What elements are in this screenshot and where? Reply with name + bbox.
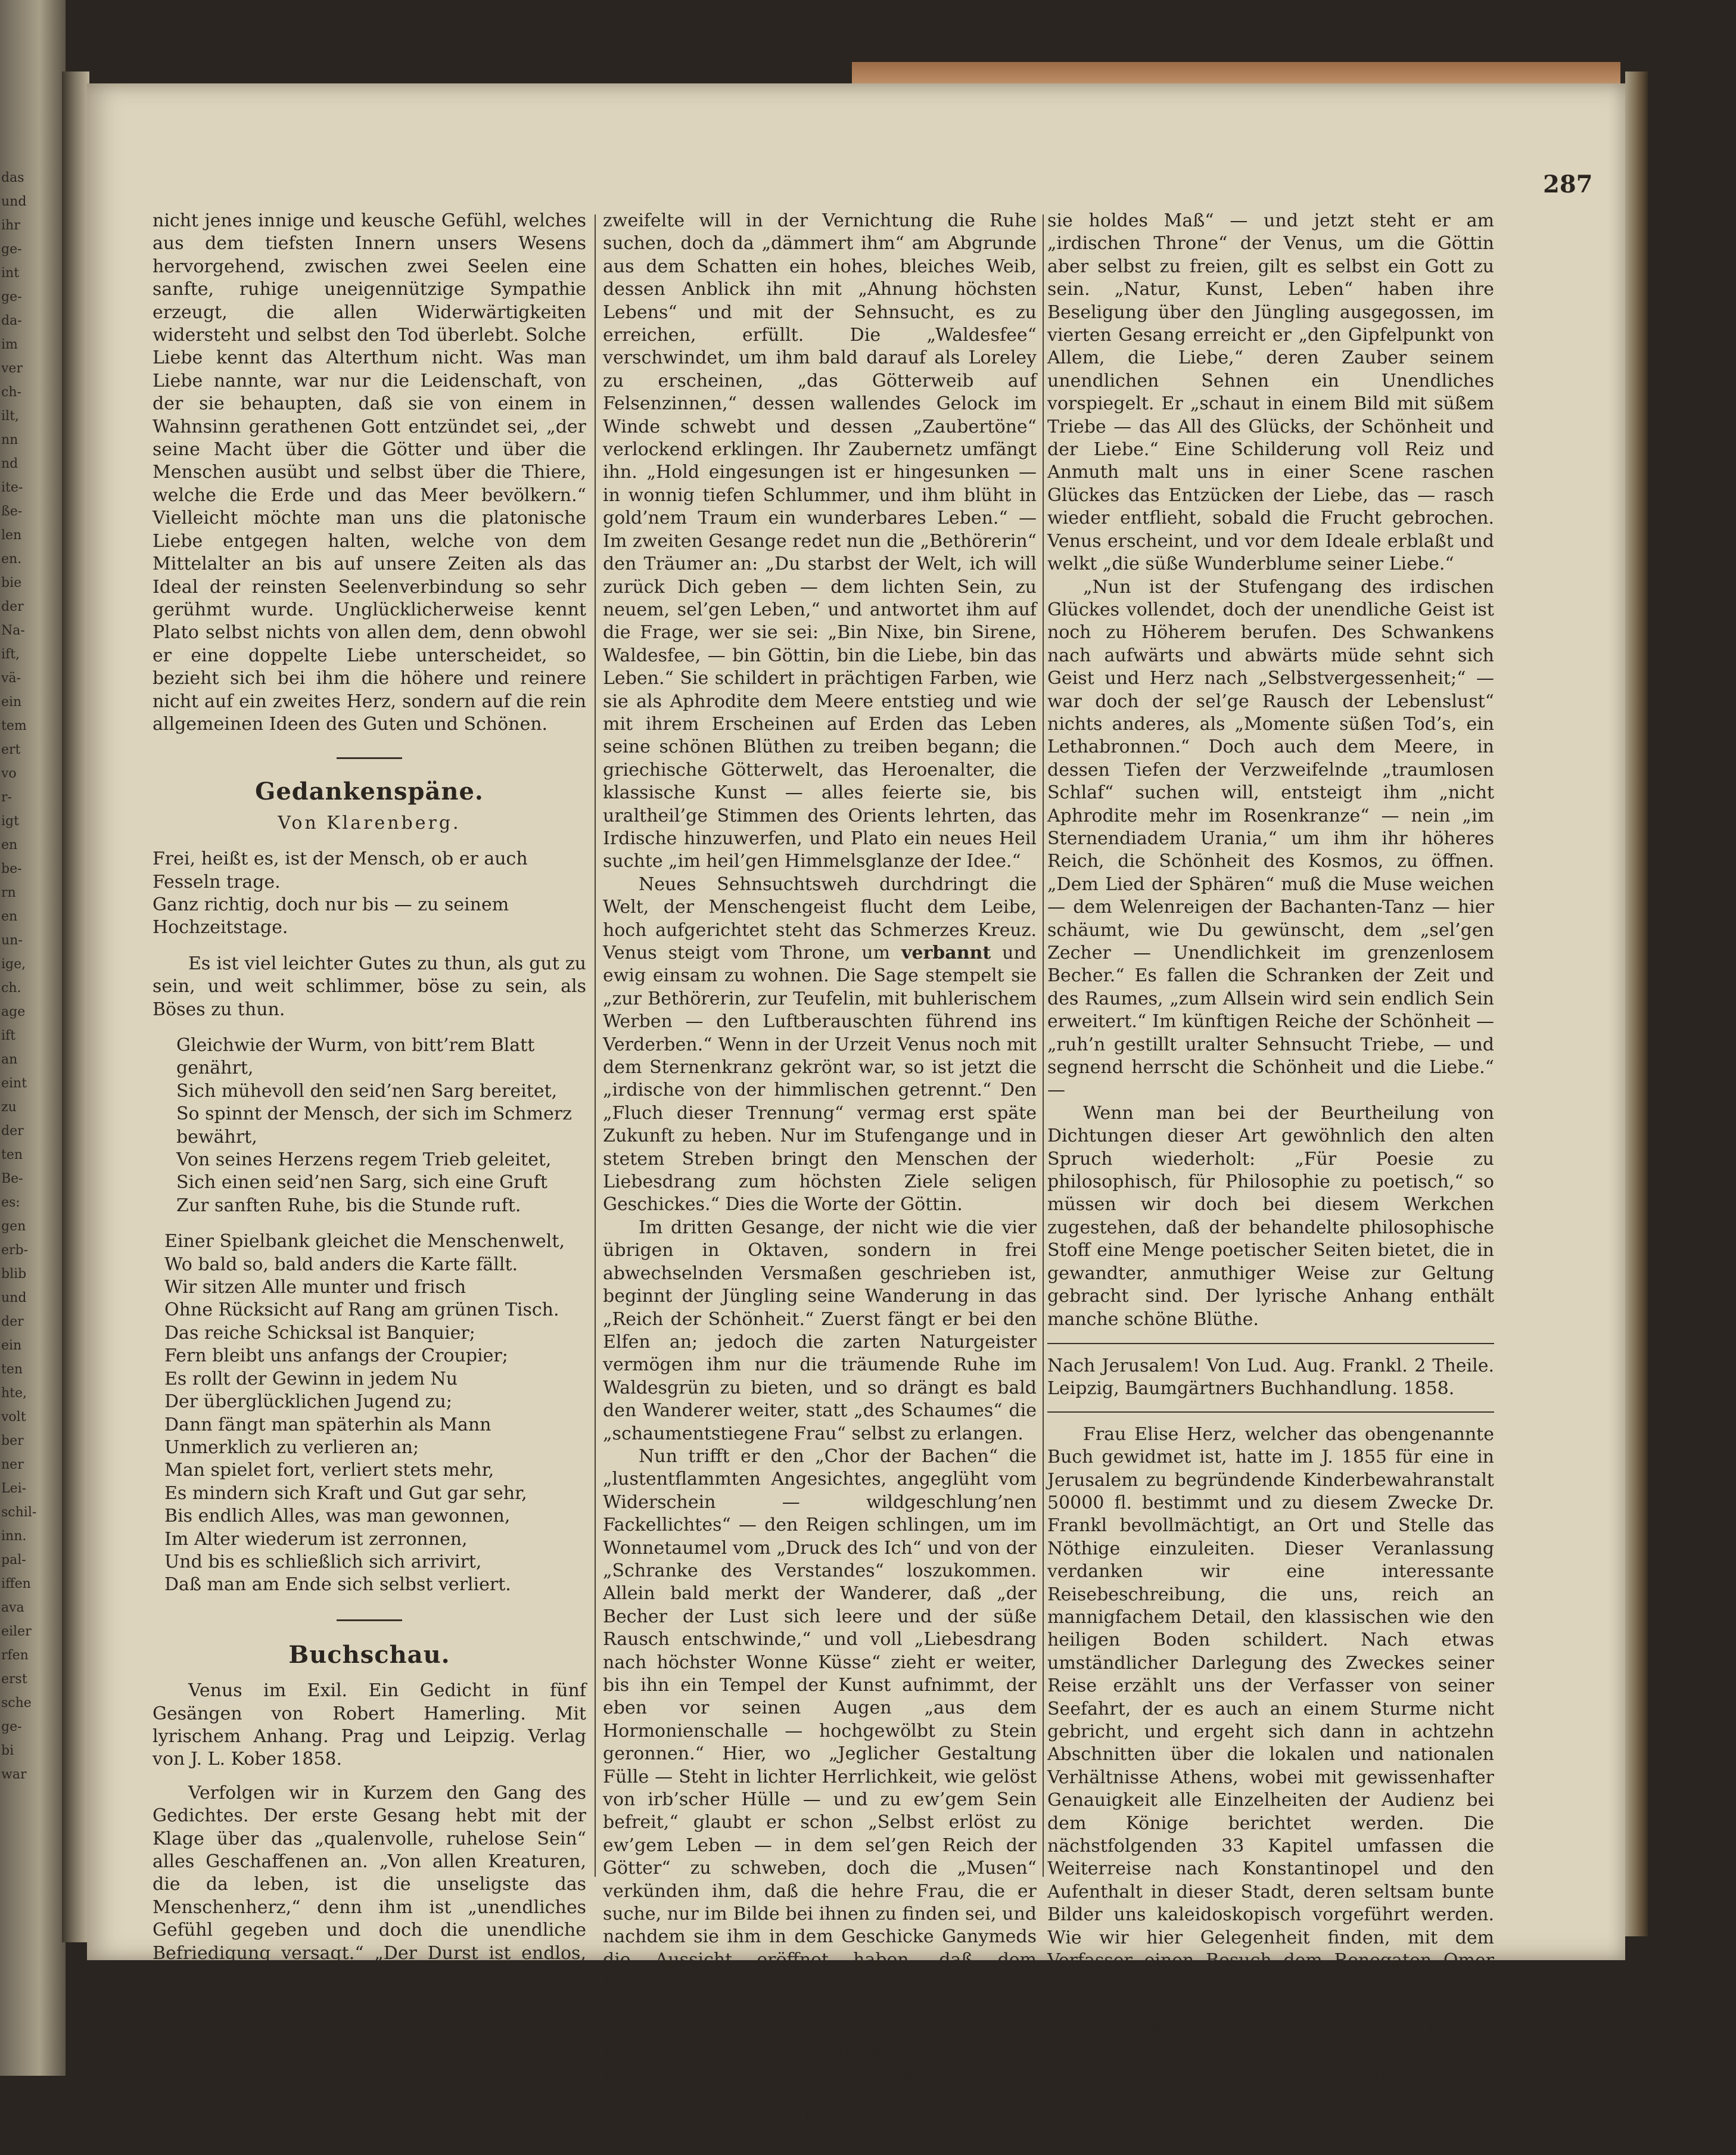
prev-page-fragment: iffen <box>1 1576 31 1591</box>
prev-page-fragment: ift <box>1 1028 16 1043</box>
book-title: Venus im Exil. Ein Gedicht in fünf Gesängen von Robert Hamerling. Mit lyrischem Anhang. Prag und Leipzig. Verlag von J. L. Kober 1858. <box>153 1680 586 1770</box>
poem-stanza-1 <box>153 1034 586 1217</box>
verse-line: Einer Spielbank gleichet die Menschenwelt, <box>164 1231 565 1252</box>
prev-page-fragment: en <box>1 909 18 924</box>
prev-page-fragment: der <box>1 1314 24 1329</box>
verse-line: Wir sitzen Alle munter und frisch <box>164 1277 466 1298</box>
prev-page-fragment: Be- <box>1 1171 23 1186</box>
poem-stanza-2 <box>153 1230 586 1597</box>
prev-page-fragment: ch- <box>1 385 21 400</box>
prev-page-fragment: pal- <box>1 1553 26 1568</box>
prev-page-fragment: tem <box>1 719 27 733</box>
prev-page-fragment: im <box>1 337 18 352</box>
paragraph <box>603 873 1037 1217</box>
prev-page-fragment: en <box>1 838 18 853</box>
verse-line: Es rollt der Gewinn in jedem Nu <box>164 1368 458 1389</box>
prev-page-fragment: zu <box>1 1100 17 1115</box>
section-title-gedankenspaene: Gedankenspäne. <box>255 778 484 806</box>
paragraph: Verfolgen wir in Kurzem den Gang des Gedichtes. Der erste Gesang hebt mit der Klage über das „qualenvolle, ruhelose Sein“ alles Geschaffenen an. „Von allen Kreaturen, die da leben, ist die unseligste das Menschenherz,“ denn ihm ist „unendliches Gefühl gegeben und doch die unendliche Befriedigung versagt.“ „Der Durst ist endlos, endlich ist der Becher.“ Der Ver- <box>153 1782 586 1987</box>
verse-line: Der überglücklichen Jugend zu; <box>164 1391 452 1413</box>
prev-page-fragment: int <box>1 266 20 281</box>
aphorism: Es ist viel leichter Gutes zu thun, als gut zu sein, und weit schlimmer, böse zu sein, als Böses zu thun. <box>153 953 586 1020</box>
page-edge <box>1625 71 1648 1936</box>
prev-page-fragment: ver <box>1 361 23 376</box>
paragraph: Nun trifft er den „Chor der Bachen“ die „lustentflammten Angesichtes, angeglüht vom Widerschein — wildgeschlung’nen Fackellichtes“ — den Reigen schlingen, um im Wonnetaumel vom „Druck des Ich“ und von der „Schranke des Verstandes“ loszukommen. Allein bald merkt der Wanderer, daß „der Becher der Lust sich leere und der süße Rausch entschwinde,“ und voll „Liebesdrang nach höchster Wonne Küsse“ zieht er weiter, bis ihn ein Tempel der Kunst aufnimmt, der eben vor seinen Augen „aus dem Hormonienschalle — hochgewölbt zu Stein geronnen.“ Hier, wo „Jeglicher Gestaltung Fülle — Steht in lichter Herrlichkeit, wie gelöst von irb’scher Hülle — und zu ew’gem Sein befreit,“ glaubt er schon „Selbst erlöst zu ew’gem Leben — in dem sel’gen Reich der Götter“ zu schweben, doch die „Musen“ verkünden ihm, daß die hehre Frau, die er suche, nur im Bilde bei ihnen zu finden sei, und nachdem sie ihm in dem Geschicke Ganymeds die Aussicht eröffnet haben, daß dem Menschen auch „des Himmels gold’ne Pforten offen steh’n,“ naht er sich beschwingten Schrittes einer neuen Stufe, wo ihn Nymphen, Eroten und Amoretten mit süßer Lockung zur Liebes- und Lebenslust ermuntern. Die „Formenmelodie“ des Frauenleibes wird ihm hier im Schauen klar, — „der Creaturen Schranke — hier ward <box>603 1445 1037 2154</box>
prev-page-fragment: inn. <box>1 1529 27 1544</box>
book-binding <box>62 71 89 1942</box>
verse-line: Dann fängt man späterhin als Mann <box>164 1414 491 1435</box>
prev-page-fragment: nd <box>1 456 18 471</box>
prev-page-fragment: volt <box>1 1410 26 1425</box>
paragraph: Wenn man bei der Beurtheilung von Dichtungen dieser Art gewöhnlich den alten Spruch wiederholt: „Für Poesie zu philosophisch, für Philosophie zu poetisch,“ so müssen wir doch bei diesem Werkchen zugestehen, daß der behandelte philosophische Stoff eine Menge poetischer Seiten bietet, die in gewandter, anmuthiger Weise zur Geltung gebracht sind. Der lyrische Anhang enthält manche schöne Blüthe. <box>1047 1102 1494 1330</box>
bold-word: verbannt <box>901 943 991 963</box>
verse-line: Gleichwie der Wurm, von bitt’rem Blatt genährt, <box>176 1035 535 1079</box>
prev-page-fragment: und <box>1 1290 27 1305</box>
verse-line: Es mindern sich Kraft und Gut gar sehr, <box>164 1482 527 1504</box>
paragraph: nicht jenes innige und keusche Gefühl, welches aus dem tiefsten Innern unsers Wesens hervorgehend, zwischen zwei Seelen eine sanfte, ruhige uneigennützige Sympathie erzeugt, die allen Widerwärtigkeiten widersteht und selbst den Tod überlebt. Solche Liebe kennt das Alterthum nicht. Was man Liebe nannte, war nur die Leidenschaft, von der sie behaupten, daß sie von einem in Wahnsinn gerathenen Gott entzündet sei, „der seine Macht über die Götter und über die Menschen ausübt und selbst über die Thiere, welche die Erde und das Meer bevölkern.“ Vielleicht möchte man uns die platonische Liebe entgegen halten, welche von dem Mittelalter an bis auf unsere Zeiten als das Ideal der reinsten Seelenverbindung so sehr gerühmt wurde. Unglücklicherweise kennt Plato selbst nichts von allen dem, denn obwohl er eine doppelte Liebe unterscheidet, so bezieht sich bei ihm die höhere und reinere nicht auf ein zweites Herz, sondern auf die rein allgemeinen Ideen des Guten und Schönen. <box>153 210 586 735</box>
prev-page-fragment: das <box>1 170 24 185</box>
paragraph: „Nun ist der Stufengang des irdischen Glückes vollendet, doch der unendliche Geist ist noch zu Höherem berufen. Des Schwankens nach aufwärts und abwärts müde sehnt sich Geist und Herz nach „Selbstvergessenheit;“ — war doch der sel’ge Rausch der Lebenslust“ nichts anderes, als „Momente süßen Tod’s, ein Lethabronnen.“ Doch auch dem Meere, in dessen Tiefen der Verzweifelnde „traumlosen Schlaf“ suchen will, entsteigt ihm „nicht Aphrodite mehr im Rosenkranze“ — nein „im Sternendiadem Urania,“ um ihm ihr höheres Reich, die Schönheit des Kosmos, zu öffnen. „Dem Lied der Sphären“ muß die Muse weichen — dem Welenreigen der Bachanten-Tanz — hier schäumt, wie Du gewünscht, dem „sel’gen Zecher — Unendlichkeit im grenzenlosem Becher.“ Es fallen die Schranken der Zeit und des Raumes, „zum Allsein wird sein endlich Sein erweitert.“ Im künftigen Reiche der Schönheit — „ruh’n gestillt uralter Sehnsucht Triebe, — und segnend herrscht die Schönheit und die Liebe.“ — <box>1047 576 1494 1101</box>
separator-rule <box>337 757 402 759</box>
prev-page-fragment: Na- <box>1 623 25 638</box>
prev-page-fragment: ner <box>1 1457 24 1472</box>
verse-line: Sich einen seid’nen Sarg, sich eine Gruft <box>176 1172 547 1193</box>
prev-page-fragment: bie <box>1 576 22 590</box>
verse-line: Ohne Rücksicht auf Rang am grünen Tisch. <box>164 1299 559 1321</box>
prev-page-fragment: der <box>1 599 24 614</box>
separator-rule <box>337 1619 402 1621</box>
prev-page-fragment: ein <box>1 1338 22 1353</box>
prev-page-fragment: es: <box>1 1195 20 1210</box>
verse-line: Bis endlich Alles, was man gewonnen, <box>164 1506 511 1527</box>
prev-page-fragment: ge- <box>1 242 22 257</box>
column-divider <box>1043 214 1044 1877</box>
prev-page-fragment: igt <box>1 814 19 829</box>
prev-page-fragment: ert <box>1 742 21 757</box>
prev-page-fragment: ber <box>1 1433 24 1448</box>
prev-page-fragment: eiler <box>1 1624 32 1639</box>
prev-page-fragment: un- <box>1 933 23 948</box>
prev-page-fragment: ilt, <box>1 409 19 424</box>
column-1 <box>153 210 586 1988</box>
prev-page-fragment: nn <box>1 433 18 447</box>
prev-page-fragment: len <box>1 528 22 543</box>
prev-page-fragment: be- <box>1 862 22 876</box>
verse-line: Das reiche Schicksal ist Banquier; <box>164 1322 475 1344</box>
prev-page-fragment: sche <box>1 1696 32 1711</box>
prev-page-fragment: ava <box>1 1600 24 1615</box>
prev-page-fragment: ift, <box>1 647 20 662</box>
verse-line: Und bis es schließlich sich arrivirt, <box>164 1551 482 1572</box>
prev-page-fragment: an <box>1 1052 18 1067</box>
prev-page-fragment: gen <box>1 1219 26 1234</box>
prev-page-fragment: ihr <box>1 218 20 233</box>
prev-page-fragment: erb- <box>1 1243 29 1258</box>
prev-page-fragment: rn <box>1 885 16 900</box>
prev-page-fragment: ten <box>1 1148 23 1162</box>
separator-rule <box>1047 1411 1494 1413</box>
prev-page-fragment: ten <box>1 1362 23 1377</box>
verse-line: Von seines Herzens regem Trieb geleitet, <box>176 1149 552 1171</box>
verse-line: Im Alter wiederum ist zerronnen, <box>164 1528 468 1550</box>
verse-line: Fern bleibt uns anfangs der Croupier; <box>164 1345 508 1367</box>
book-title: Nach Jerusalem! Von Lud. Aug. Frankl. 2 Theile. Leipzig, Baumgärtners Buchhandlung. 1858. <box>1047 1355 1494 1400</box>
aphorism: Ganz richtig, doch nur bis — zu seinem Hochzeitstage. <box>153 894 509 938</box>
prev-page-fragment: ge- <box>1 290 22 304</box>
prev-page-fragment: ite- <box>1 480 23 495</box>
prev-page-fragment: blib <box>1 1267 27 1282</box>
prev-page-fragment: rfen <box>1 1648 29 1663</box>
prev-page-fragment: ige, <box>1 957 26 972</box>
prev-page-fragment: r- <box>1 790 12 805</box>
prev-page-fragment: ge- <box>1 1719 22 1734</box>
paragraph: Im dritten Gesange, der nicht wie die vier übrigen in Oktaven, sondern in frei abwechselnden Versmaßen geschrieben ist, beginnt der Jüngling seine Wanderung in das „Reich der Schönheit.“ Zuerst fängt er bei den Elfen an; jedoch die zarten Naturgeister vermögen ihm nur die träumende Ruhe im Waldesgrün zu bieten, und so drängt es bald den Wanderer weiter, statt „des Schaumes“ die „schaumentstiegene Frau“ selbst zu erlangen. <box>603 1217 1037 1444</box>
prev-page-fragment: bi <box>1 1743 14 1758</box>
verse-line: So spinnt der Mensch, der sich im Schmerz bewährt, <box>176 1103 572 1148</box>
prev-page-fragment: eint <box>1 1076 27 1091</box>
column-2 <box>603 210 1037 2155</box>
previous-page-edge <box>0 0 66 2076</box>
column-divider <box>595 214 596 1877</box>
verse-line: Man spielet fort, verliert stets mehr, <box>164 1460 494 1481</box>
prev-page-fragment: schil- <box>1 1505 37 1520</box>
prev-page-fragment: age <box>1 1005 26 1019</box>
paragraph: zweifelte will in der Vernichtung die Ruhe suchen, doch da „dämmert ihm“ am Abgrunde aus dem Schatten ein hohes, bleiches Weib, dessen Anblick ihn mit „Ahnung höchsten Lebens“ und mit der Sehnsucht, es zu erreichen, erfüllt. Die „Waldesfee“ verschwindet, um ihm bald darauf als Loreley zu erscheinen, „das Götterweib auf Felsenzinnen,“ dessen wallendes Gelock im Winde schwebt und dessen „Zaubertöne“ verlockend erklingen. Ihr Zaubernetz umfängt ihn. „Hold eingesungen ist er hingesunken — in wonnig tiefen Schlummer, und ihm blüht in gold’nem Traum ein wunderbares Leben.“ — Im zweiten Gesange redet nun die „Bethörerin“ den Träumer an: „Du starbst der Welt, ich will zurück Dich geben — dem lichten Sein, zu neuem, sel’gen Leben,“ und antwortet ihm auf die Frage, wer sie sei: „Bin Nixe, bin Sirene, Waldesfee, — bin Göttin, bin die Liebe, bin das Leben.“ Sie schildert in prächtigen Farben, wie sie als Aphrodite dem Meere entstieg und wie mit ihrem Erscheinen auf Erden das Leben seine schönen Blüthen zu treiben begann; die griechische Götterwelt, das Heroenalter, die klassische Kunst — alles feierte sie, bis uraltheil’ge Stimmen des Orients lehrten, das Irdische hinzuwerfen, und Plato ein neues Heil suchte „im heil’gen Himmelsglanze der Idee.“ <box>603 210 1037 872</box>
aphorism: Frei, heißt es, ist der Mensch, ob er auch Fesseln trage. <box>153 848 528 893</box>
author-byline: Von Klarenberg. <box>278 812 461 834</box>
verse-line: Unmerklich zu verlieren an; <box>164 1436 419 1458</box>
verse-line: Daß man am Ende sich selbst verliert. <box>164 1574 511 1596</box>
page-number: 287 <box>1543 170 1593 198</box>
prev-page-fragment: ein <box>1 695 22 710</box>
prev-page-fragment: da- <box>1 313 22 328</box>
prev-page-fragment: ch. <box>1 981 21 996</box>
verse-line: Zur sanften Ruhe, bis die Stunde ruft. <box>176 1195 521 1216</box>
prev-page-fragment: en. <box>1 552 22 567</box>
prev-page-fragment: der <box>1 1124 24 1139</box>
column-3 <box>1047 210 1494 2132</box>
prev-page-fragment: und <box>1 194 27 209</box>
text-span: Neues Sehnsuchtsweh durchdringt die Welt, der Menschengeist flucht dem Leibe, hoch aufgerichtet steht das Schmerzes Kreuz. Venus steigt vom Throne, um <box>603 873 1037 963</box>
section-title-buchschau: Buchschau. <box>288 1640 450 1669</box>
prev-page-fragment: war <box>1 1767 27 1782</box>
paragraph: Frau Elise Herz, welcher das obengenannte Buch gewidmet ist, hatte im J. 1855 für eine in Jerusalem zu begründende Kinderbewahranstalt 50000 fl. bestimmt und zu diesem Zwecke Dr. Frankl bevollmächtigt, an Ort und Stelle das Nöthige einzuleiten. Dieser Veranlassung verdanken wir eine interessante Reisebeschreibung, die uns, reich an mannigfachem Detail, den klassischen wie den heiligen Boden schildert. Nach etwas umständlicher Darlegung des Zweckes seiner Reise erzählt uns der Verfasser von seiner Seefahrt, der es auch an einem Sturme nicht gebricht, und ergeht sich dann in achtzehn Abschnitten über die lokalen und nationalen Verhältnisse Athens, wobei mit gewissenhafter Genauigkeit alle Einzelheiten der Audienz bei dem Könige berichtet werden. Die nächstfolgenden 33 Kapitel umfassen die Weiterreise nach Konstantinopel und den Aufenthalt in dieser Stadt, deren seltsam bunte Bilder uns kaleidoskopisch vorgeführt werden. Wie wir hier Gelegenheit finden, mit dem Verfasser einen Besuch dem Renegaten Omer Pascha abzustatten, um dem letzteren mehr aufrichtig als rücksichtsvoll die bevorstehende Auflösung der Türkei vorherzusagen, so können wir in einem der folgenden 33 Abschnitte, welche die Reise nach und durch Syrien enthalten, auch in die Häuslichkeit Abd-el-Kadr’s blicken und <box>1047 1423 1494 2131</box>
prev-page-fragment: vä- <box>1 671 21 686</box>
prev-page-fragment: ße- <box>1 504 23 519</box>
prev-page-fragment: hte, <box>1 1386 27 1401</box>
paragraph: sie holdes Maß“ — und jetzt steht er am „irdischen Throne“ der Venus, um die Göttin aber selbst zu freien, gilt es selbst ein Gott zu sein. „Natur, Kunst, Leben“ haben ihre Beseligung über den Jüngling ausgegossen, im vierten Gesang erreicht er „den Gipfelpunkt von Allem, die Liebe,“ deren Zauber seinem unendlichen Sehnen ein Unendliches vorspiegelt. Er „schaut in einem Bild mit süßem Triebe — das All des Glücks, der Schönheit und der Liebe.“ Eine Schilderung voll Reiz und Anmuth malt uns in einer Scene raschen Glückes das Entzücken der Liebe, das — rasch wieder entflieht, sobald die Frucht gebrochen. Venus erscheint, und vor dem Ideale erblaßt und welkt „die süße Wunderblume seiner Liebe.“ <box>1047 210 1494 575</box>
verse-line: Sich mühevoll den seid’nen Sarg bereitet, <box>176 1080 558 1102</box>
verse-line: Wo bald so, bald anders die Karte fällt. <box>164 1254 518 1275</box>
text-span: und ewig einsam zu wohnen. Die Sage stempelt sie „zur Bethörerin, zur Teufelin, mit buhlerischem Werben — den Luftberauschten führend ins Verderben.“ Wenn in der Urzeit Venus noch mit dem Sternenkranz gekrönt war, so ist jetzt die „irdische von der himmlischen getrennt.“ Den „Fluch dieser Trennung“ vermag erst späte Zukunft zu heben. Nur im Stufengange und in stetem Streben bringt den Menschen der Liebesdrang zum höchsten Ziele seligen Geschickes.“ Dies die Worte der Göttin. <box>603 943 1037 1215</box>
prev-page-fragment: Lei- <box>1 1481 27 1496</box>
prev-page-fragment: vo <box>1 766 17 781</box>
separator-rule <box>1047 1343 1494 1344</box>
prev-page-fragment: erst <box>1 1672 27 1687</box>
